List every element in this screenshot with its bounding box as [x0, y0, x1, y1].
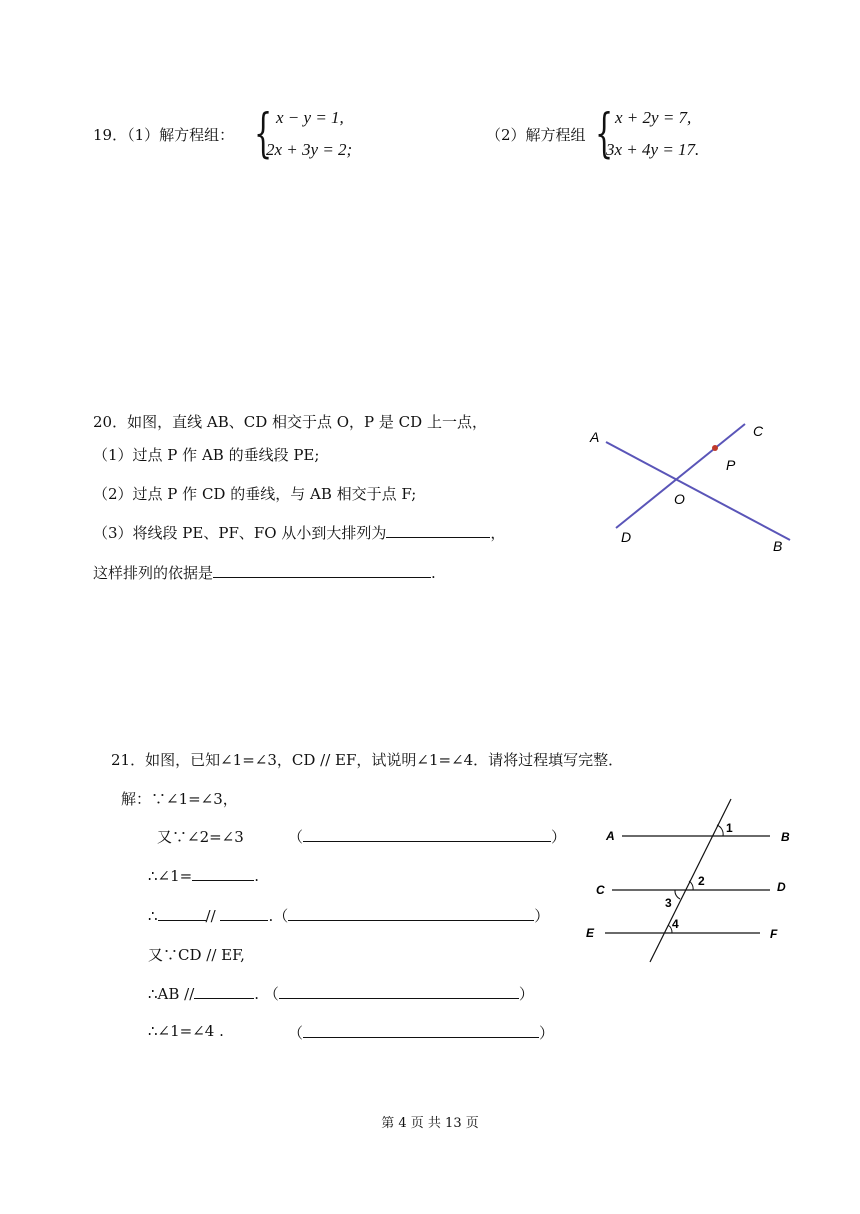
label-c: C	[596, 883, 605, 897]
q19-part2-eq2: 3x + 4y = 17.	[606, 140, 700, 159]
q19-part1-eq1: x − y = 1,	[276, 108, 344, 127]
q20-part4: 这样排列的依据是 .	[93, 564, 436, 582]
q21-blank-parallel[interactable]	[194, 984, 254, 999]
label-f: F	[770, 927, 778, 941]
q20-part1: （1）过点 P 作 AB 的垂线段 PE;	[93, 446, 320, 464]
angle-label-4: 4	[672, 917, 679, 931]
q21-step5: ∴AB // . （ ）	[148, 985, 534, 1003]
angle-label-2: 2	[698, 874, 705, 888]
label-b: B	[773, 538, 783, 554]
line-cd	[616, 424, 745, 528]
q21-blank-angle[interactable]	[192, 866, 254, 881]
q21-step1-reason: （ ）	[288, 828, 567, 846]
label-p: P	[726, 457, 736, 473]
label-o: O	[674, 491, 685, 507]
q19-part1-label: 19．（1）解方程组：	[93, 126, 235, 144]
angle-arc-3	[675, 890, 680, 899]
q20-part3: （3）将线段 PE、PF、FO 从小到大排列为 ，	[93, 524, 506, 542]
label-a: A	[606, 829, 615, 843]
q19-part2-brace: {	[595, 104, 614, 164]
q21-step1: 又∵∠2=∠3	[157, 828, 244, 846]
q19-part1-brace: {	[254, 104, 273, 164]
q21-step4: 又∵CD // EF,	[148, 946, 245, 964]
label-a: A	[590, 429, 600, 445]
label-c: C	[753, 423, 764, 439]
q21-stem: 21．如图，已知∠1=∠3，CD // EF，试说明∠1=∠4．请将过程填写完整．	[111, 751, 624, 769]
q21-step2: ∴∠1= .	[148, 867, 260, 885]
label-d: D	[777, 880, 786, 894]
q21-blank-line2[interactable]	[220, 906, 268, 921]
q21-step6: ∴∠1=∠4 .	[148, 1022, 224, 1040]
line-ab	[606, 442, 790, 540]
q19-part1-eq2: 2x + 3y = 2;	[266, 140, 353, 159]
q21-figure	[580, 795, 800, 965]
q21-blank-reason6[interactable]	[303, 1023, 539, 1038]
angle-label-1: 1	[726, 821, 733, 835]
label-e: E	[586, 926, 595, 940]
angle-label-3: 3	[665, 896, 672, 910]
q21-blank-reason1[interactable]	[303, 827, 551, 842]
q20-blank-basis[interactable]	[213, 563, 431, 578]
q20-part2: （2）过点 P 作 CD 的垂线，与 AB 相交于点 F;	[93, 485, 417, 503]
q21-step3: ∴ // .（ ）	[148, 907, 550, 925]
label-d: D	[621, 529, 632, 545]
point-p	[712, 445, 718, 451]
q20-figure	[580, 415, 800, 560]
q19-part2-eq1: x + 2y = 7,	[615, 108, 692, 127]
q21-blank-reason5[interactable]	[279, 984, 519, 999]
q19-part2-label: （2）解方程组	[486, 126, 586, 144]
label-b: B	[781, 830, 790, 844]
q21-step6-reason: （ ）	[288, 1024, 555, 1042]
page-footer: 第 4 页 共 13 页	[381, 1116, 479, 1131]
q20-blank-order[interactable]	[386, 523, 490, 538]
q21-blank-reason3[interactable]	[288, 906, 534, 921]
q21-blank-line1[interactable]	[158, 906, 206, 921]
q20-stem: 20．如图，直线 AB、CD 相交于点 O，P 是 CD 上一点，	[93, 413, 487, 431]
transversal	[650, 799, 731, 962]
q21-step0: 解：∵∠1=∠3，	[121, 790, 238, 808]
